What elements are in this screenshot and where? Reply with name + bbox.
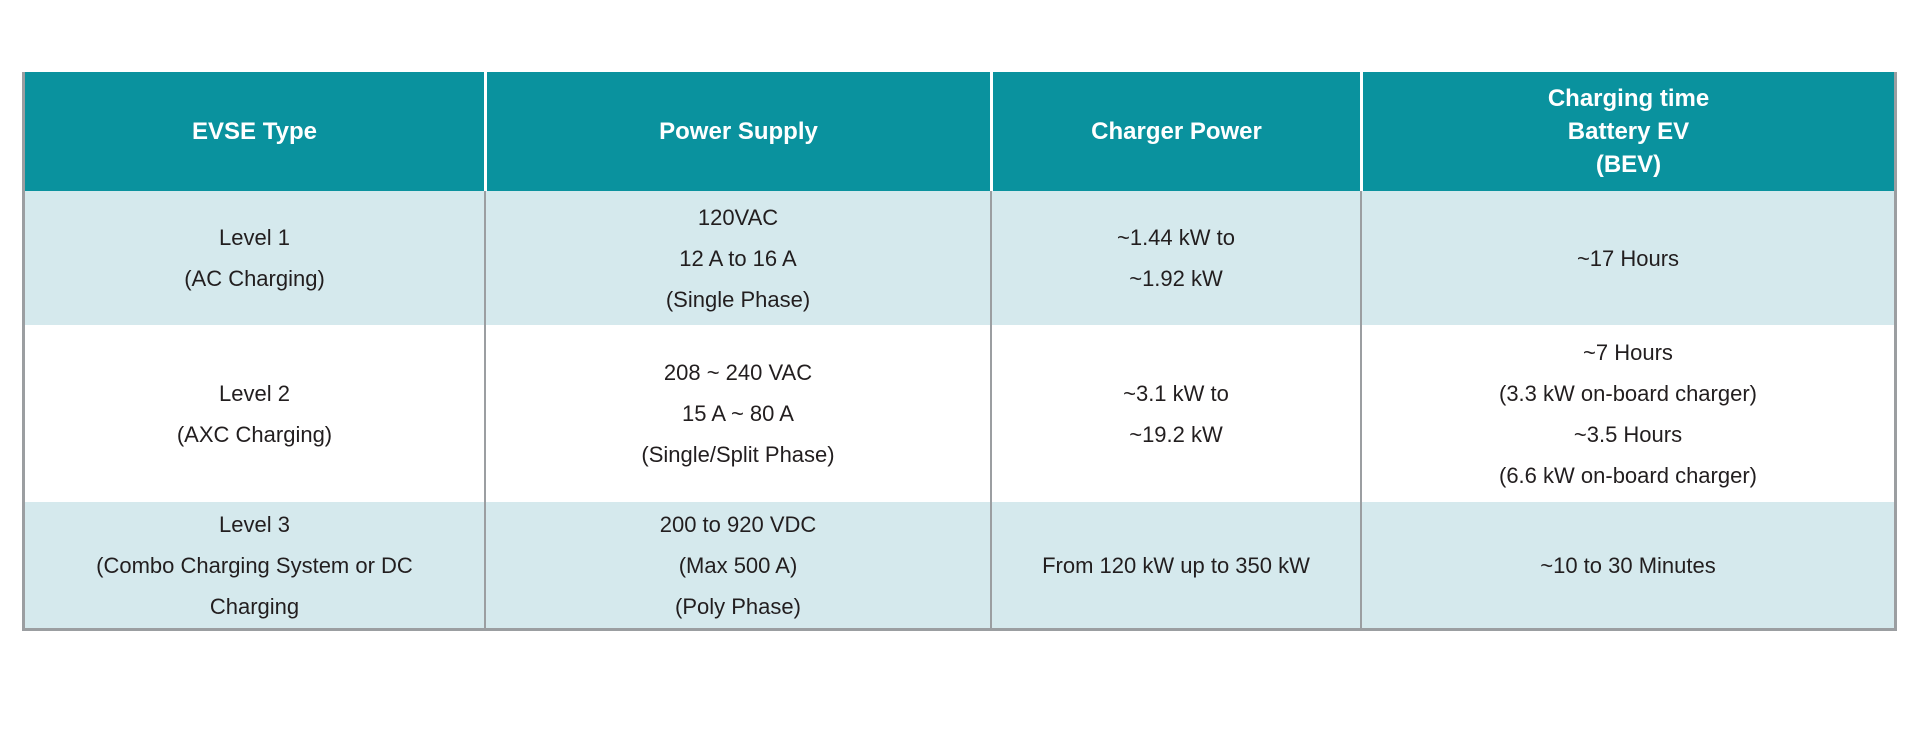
header-line: EVSE Type [192, 118, 317, 145]
cell-line: ~7 Hours [1583, 339, 1673, 365]
cell-charger-power [990, 191, 1360, 325]
header-line: Battery EV [1567, 118, 1690, 145]
header-cell-evse-type [25, 72, 484, 191]
evse-comparison-table [22, 72, 1897, 631]
cell-line: (6.6 kW on-board charger) [1499, 462, 1757, 488]
table-header-row [25, 72, 1894, 191]
cell-line: ~3.5 Hours [1573, 421, 1683, 447]
cell-line: From 120 kW up to 350 kW [1042, 552, 1310, 578]
cell-line: 200 to 920 VDC [659, 511, 817, 537]
table-row-level-1 [25, 191, 1894, 325]
header-line: Power Supply [659, 118, 818, 145]
cell-evse-type [25, 325, 484, 502]
header-line: (BEV) [1595, 151, 1662, 178]
cell-charging-time [1360, 325, 1894, 502]
cell-line: (Combo Charging System or DC [96, 552, 413, 578]
cell-line: ~10 to 30 Minutes [1540, 552, 1716, 578]
cell-line: 208 ~ 240 VAC [663, 360, 813, 385]
cell-line: ~17 Hours [1576, 245, 1680, 271]
cell-line: Charging [209, 593, 300, 619]
cell-line: ~1.92 kW [1129, 266, 1223, 291]
cell-line: Level 3 [219, 511, 290, 537]
cell-evse-type [25, 502, 484, 628]
cell-line: ~19.2 kW [1129, 421, 1223, 447]
table-row-level-2 [25, 325, 1894, 502]
cell-evse-type [25, 191, 484, 325]
cell-line: (Single/Split Phase) [641, 442, 835, 467]
cell-line: ~3.1 kW to [1123, 380, 1229, 406]
cell-line: (Poly Phase) [675, 593, 801, 619]
cell-power-supply [484, 502, 990, 628]
header-cell-charger-power [990, 72, 1360, 191]
cell-line: Level 2 [219, 380, 290, 406]
cell-charger-power [990, 325, 1360, 502]
header-cell-power-supply [484, 72, 990, 191]
cell-line: 120VAC [697, 204, 779, 230]
cell-power-supply [484, 191, 990, 325]
header-cell-charging-time [1360, 72, 1894, 191]
header-line: Charger Power [1091, 118, 1262, 145]
cell-power-supply [484, 325, 990, 502]
cell-charger-power [990, 502, 1360, 628]
cell-line: Level 1 [219, 225, 290, 250]
cell-line: 15 A ~ 80 A [682, 401, 794, 426]
cell-line: (AXC Charging) [176, 421, 333, 447]
cell-charging-time [1360, 191, 1894, 325]
cell-line: (3.3 kW on-board charger) [1499, 380, 1757, 406]
cell-line: (AC Charging) [184, 266, 325, 291]
cell-line: (Single Phase) [665, 286, 811, 312]
cell-line: 12 A to 16 A [679, 245, 797, 271]
table-row-level-3 [25, 502, 1894, 628]
cell-line: (Max 500 A) [678, 552, 798, 578]
header-line: Charging time [1547, 85, 1710, 112]
cell-line: ~1.44 kW to [1116, 225, 1235, 250]
cell-charging-time [1360, 502, 1894, 628]
